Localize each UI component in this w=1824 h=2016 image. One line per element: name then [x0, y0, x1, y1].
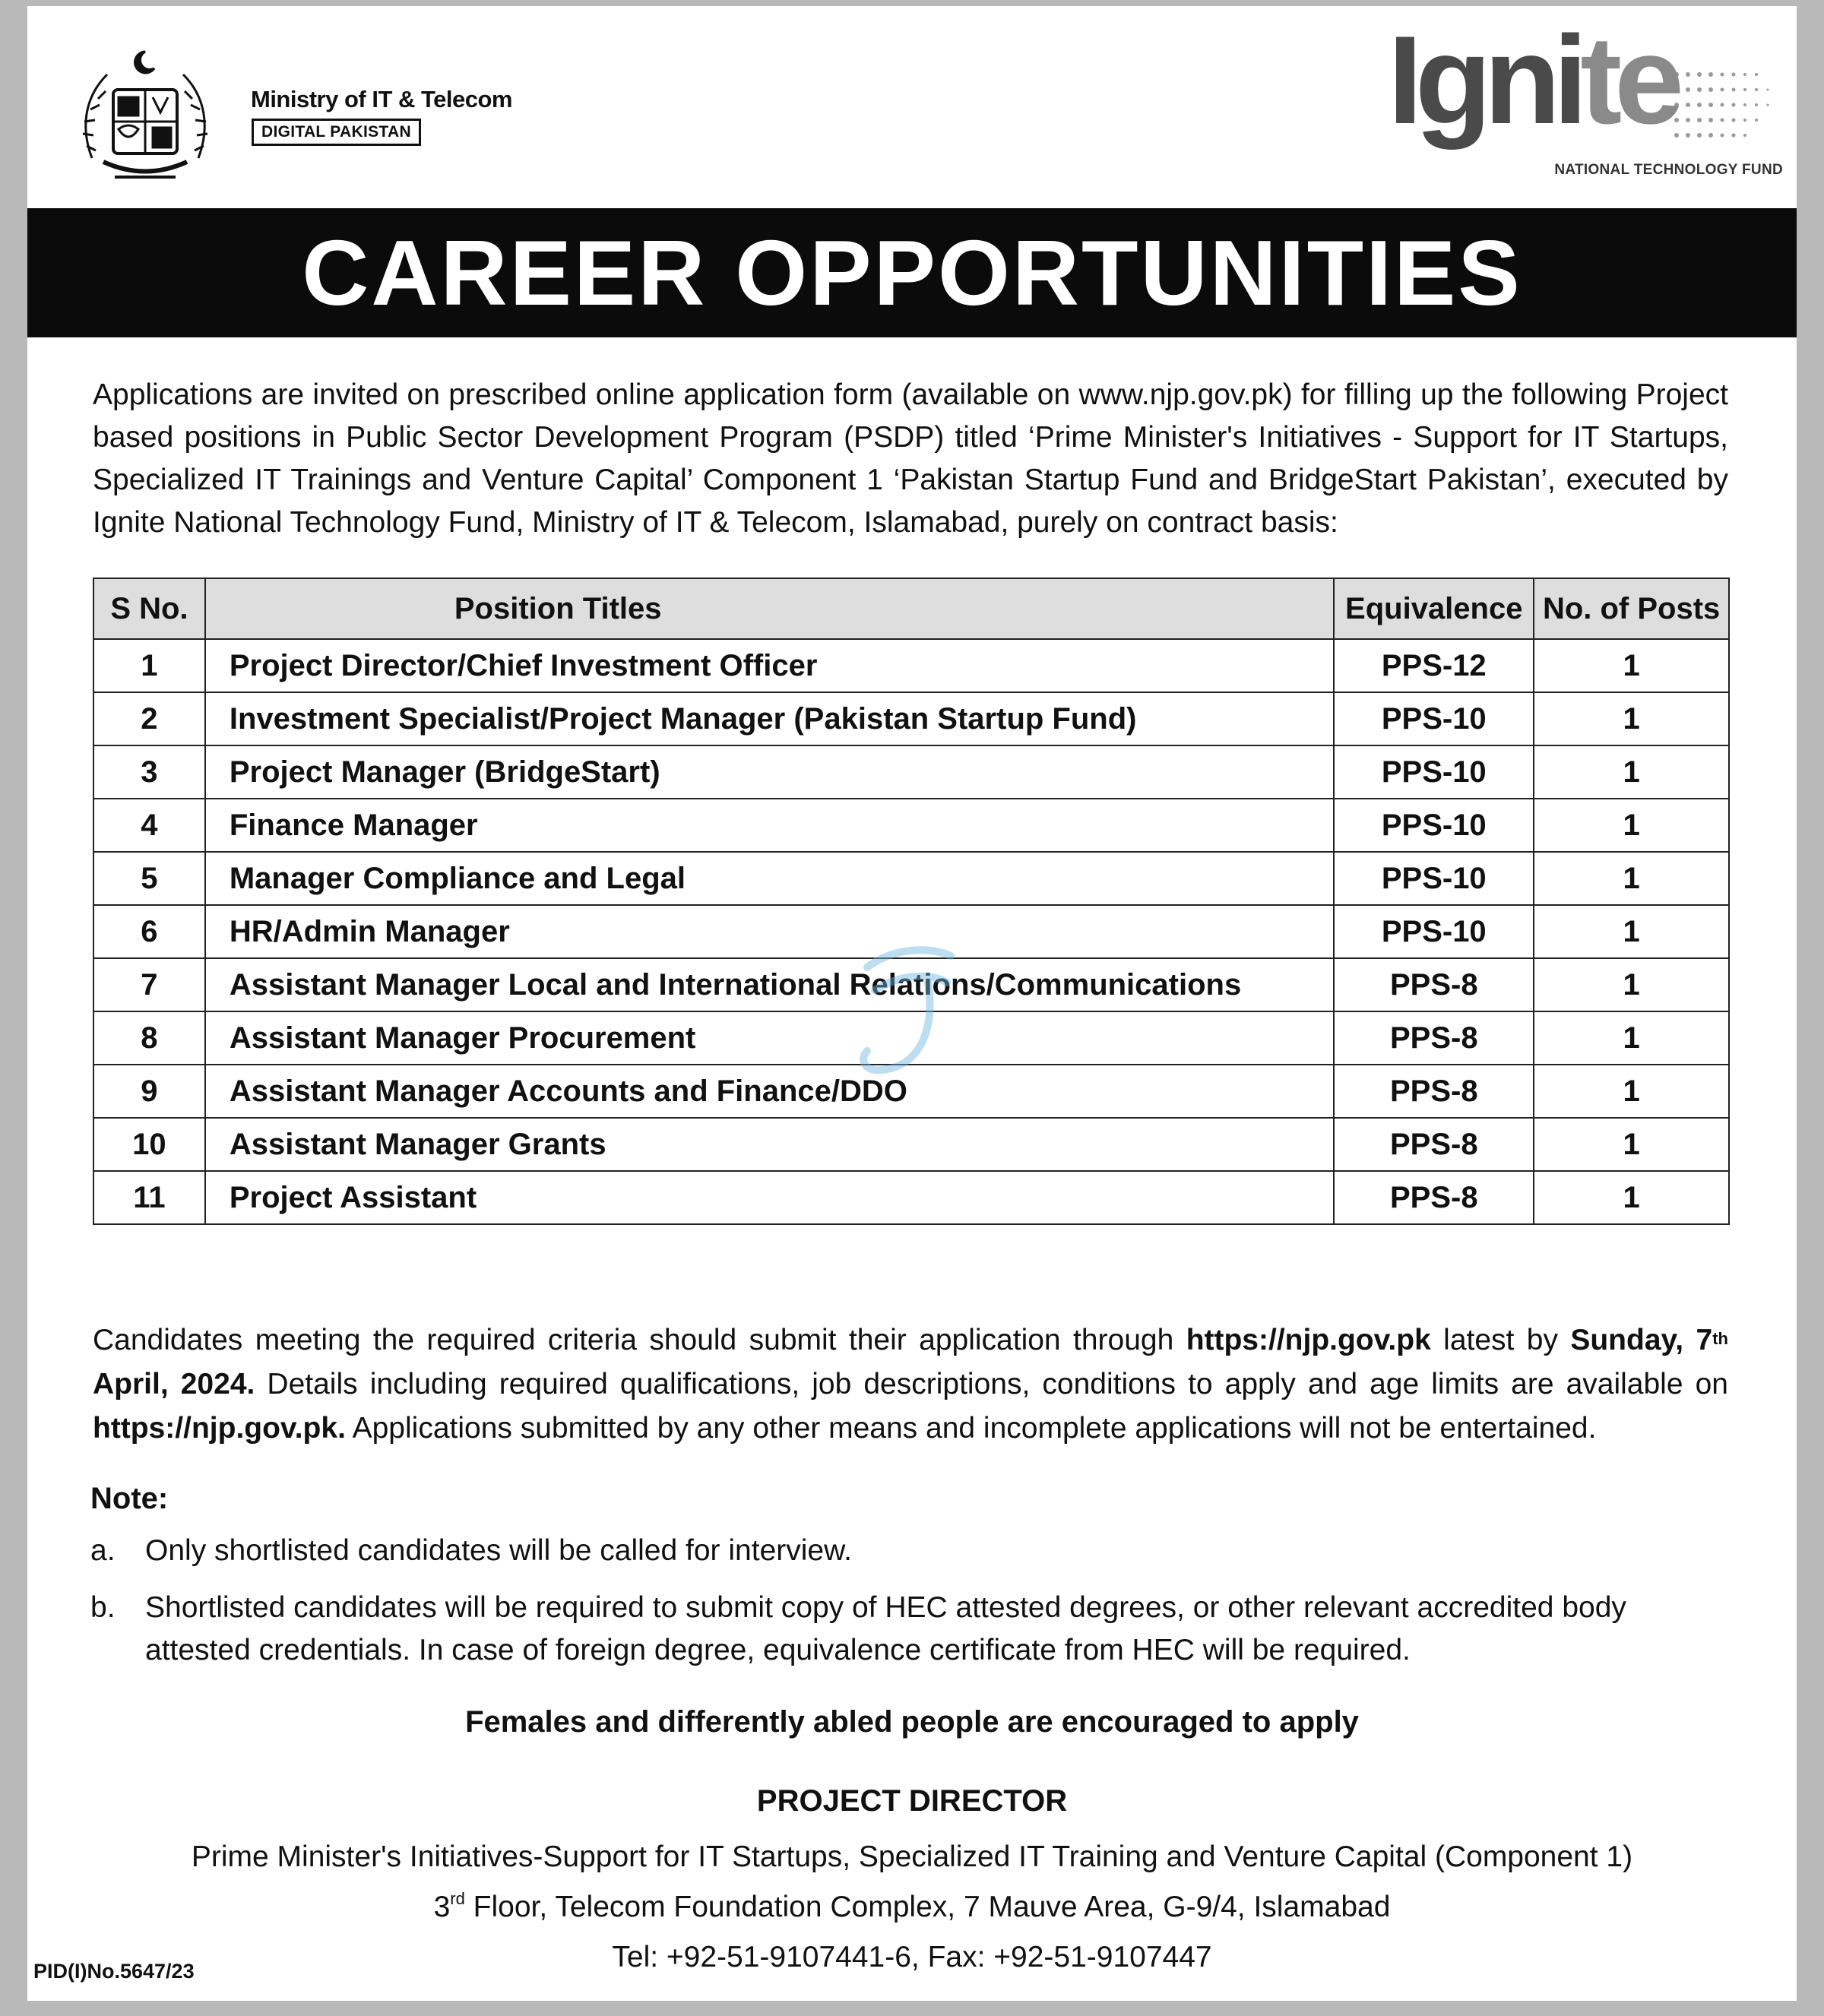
cell-sno: 6	[93, 905, 205, 958]
deadline-sup: th	[1712, 1329, 1728, 1348]
cell-equivalence: PPS-10	[1334, 799, 1534, 852]
cell-equivalence: PPS-8	[1334, 1065, 1534, 1118]
cell-sno: 7	[93, 958, 205, 1011]
title-banner	[27, 208, 1797, 337]
pid-number: PID(I)No.5647/23	[33, 1960, 195, 1983]
note-label: b.	[90, 1591, 116, 1624]
cell-posts: 1	[1534, 905, 1729, 958]
cell-equivalence: PPS-12	[1334, 639, 1534, 692]
cell-posts: 1	[1534, 1171, 1729, 1224]
cell-posts: 1	[1534, 799, 1729, 852]
contact-address: 3rd Floor, Telecom Foundation Complex, 7 Mauve Area, G-9/4, Islamabad	[433, 1889, 1391, 1923]
cell-position: Assistant Manager Procurement	[205, 1011, 1334, 1065]
watermark-icon	[852, 937, 958, 1081]
intro-paragraph: Applications are invited on prescribed online application form (available on www.njp.gov.pk) for filling up the following Project based positions in Public Sector Development Program (PSDP) titled ‘Prime Minister's Initiatives - Support for IT Startups, Specialized IT Trainings and Venture Capital’ Component 1 ‘Pakistan Startup Fund and BridgeStart Pakistan’, executed by Ignite National Technology Fund, Ministry of IT & Telecom, Islamabad, purely on contract basis:	[93, 378, 1728, 539]
cell-equivalence: PPS-8	[1334, 1118, 1534, 1171]
cell-equivalence: PPS-8	[1334, 1171, 1534, 1224]
cell-posts: 1	[1534, 745, 1729, 799]
header-equivalence: Equivalence	[1334, 578, 1534, 639]
cell-equivalence: PPS-10	[1334, 905, 1534, 958]
submission-text-4: Applications submitted by any other means and incomplete applications will not be entertained.	[345, 1412, 1597, 1445]
cell-position: Assistant Manager Local and International Relations/Communications	[205, 958, 1334, 1011]
application-link[interactable]: https://njp.gov.pk	[1186, 1324, 1431, 1356]
note-label: a.	[90, 1534, 116, 1567]
header-sno: S No.	[93, 578, 205, 639]
submission-paragraph	[93, 1318, 1728, 1451]
deadline-rest: April, 2024.	[93, 1368, 255, 1400]
table-header-row	[93, 578, 1729, 639]
state-emblem-icon	[77, 44, 214, 196]
cell-posts: 1	[1534, 692, 1729, 745]
cell-sno: 10	[93, 1118, 205, 1171]
table-row	[93, 639, 1729, 692]
cell-equivalence: PPS-10	[1334, 692, 1534, 745]
cell-position: Finance Manager	[205, 799, 1334, 852]
table-row	[93, 745, 1729, 799]
page-title: CAREER OPPORTUNITIES	[302, 221, 1522, 324]
encouragement-line: Females and differently abled people are encouraged to apply	[465, 1705, 1359, 1739]
cell-equivalence: PPS-10	[1334, 852, 1534, 905]
cell-sno: 11	[93, 1171, 205, 1224]
contact-title: PROJECT DIRECTOR	[756, 1784, 1068, 1818]
ignite-wordmark: Ignite	[1388, 10, 1677, 150]
submission-text-2: latest by	[1430, 1324, 1571, 1356]
submission-text-3: Details including required qualifications, job descriptions, conditions to apply and age limits are available on	[255, 1368, 1728, 1400]
cell-posts: 1	[1534, 1011, 1729, 1065]
cell-sno: 8	[93, 1011, 205, 1065]
cell-equivalence: PPS-10	[1334, 745, 1534, 799]
cell-sno: 4	[93, 799, 205, 852]
deadline-day: Sunday, 7	[1570, 1324, 1713, 1356]
cell-position: Assistant Manager Grants	[205, 1118, 1334, 1171]
table-row	[93, 692, 1729, 745]
cell-position: Project Manager (BridgeStart)	[205, 745, 1334, 799]
table-row	[93, 799, 1729, 852]
note-text: Shortlisted candidates will be required to submit copy of HEC attested degrees, or other relevant accredited body attested credentials. In case of foreign degree, equivalence certificate from HEC will be required.	[145, 1591, 1626, 1666]
cell-sno: 3	[93, 745, 205, 799]
cell-equivalence: PPS-8	[1334, 1011, 1534, 1065]
cell-posts: 1	[1534, 958, 1729, 1011]
table-row	[93, 1118, 1729, 1171]
cell-posts: 1	[1534, 852, 1729, 905]
contact-phone-fax: Tel: +92-51-9107441-6, Fax: +92-51-9107447	[612, 1941, 1212, 1973]
details-link[interactable]: https://njp.gov.pk.	[93, 1412, 346, 1445]
ignite-subtitle: NATIONAL TECHNOLOGY FUND	[1554, 162, 1783, 178]
ignite-logo	[1388, 10, 1783, 188]
header-position: Position Titles	[205, 578, 1334, 639]
cell-sno: 1	[93, 639, 205, 692]
cell-position: HR/Admin Manager	[205, 905, 1334, 958]
table-row	[93, 852, 1729, 905]
cell-sno: 5	[93, 852, 205, 905]
note-text: Only shortlisted candidates will be called for interview.	[145, 1534, 852, 1567]
positions-table	[93, 578, 1730, 1225]
cell-position: Assistant Manager Accounts and Finance/DDO	[205, 1065, 1334, 1118]
cell-posts: 1	[1534, 639, 1729, 692]
cell-position: Manager Compliance and Legal	[205, 852, 1334, 905]
dot-pattern-icon	[1661, 59, 1783, 158]
ministry-header	[77, 44, 512, 196]
cell-posts: 1	[1534, 1065, 1729, 1118]
advertisement-page	[27, 6, 1797, 2001]
cell-position: Project Assistant	[205, 1171, 1334, 1224]
submission-text-1: Candidates meeting the required criteria should submit their application through	[93, 1324, 1186, 1356]
header-posts: No. of Posts	[1534, 578, 1729, 639]
note-heading: Note:	[90, 1482, 169, 1515]
digital-pakistan-label: DIGITAL PAKISTAN	[252, 119, 421, 146]
contact-line-1: Prime Minister's Initiatives-Support for IT Startups, Specialized IT Training and Venture Capital (Component 1)	[191, 1840, 1633, 1873]
cell-posts: 1	[1534, 1118, 1729, 1171]
cell-position: Project Director/Chief Investment Officer	[205, 639, 1334, 692]
cell-sno: 2	[93, 692, 205, 745]
cell-equivalence: PPS-8	[1334, 958, 1534, 1011]
ministry-name: Ministry of IT & Telecom	[251, 86, 512, 112]
cell-sno: 9	[93, 1065, 205, 1118]
cell-position: Investment Specialist/Project Manager (Pakistan Startup Fund)	[205, 692, 1334, 745]
table-row	[93, 1171, 1729, 1224]
